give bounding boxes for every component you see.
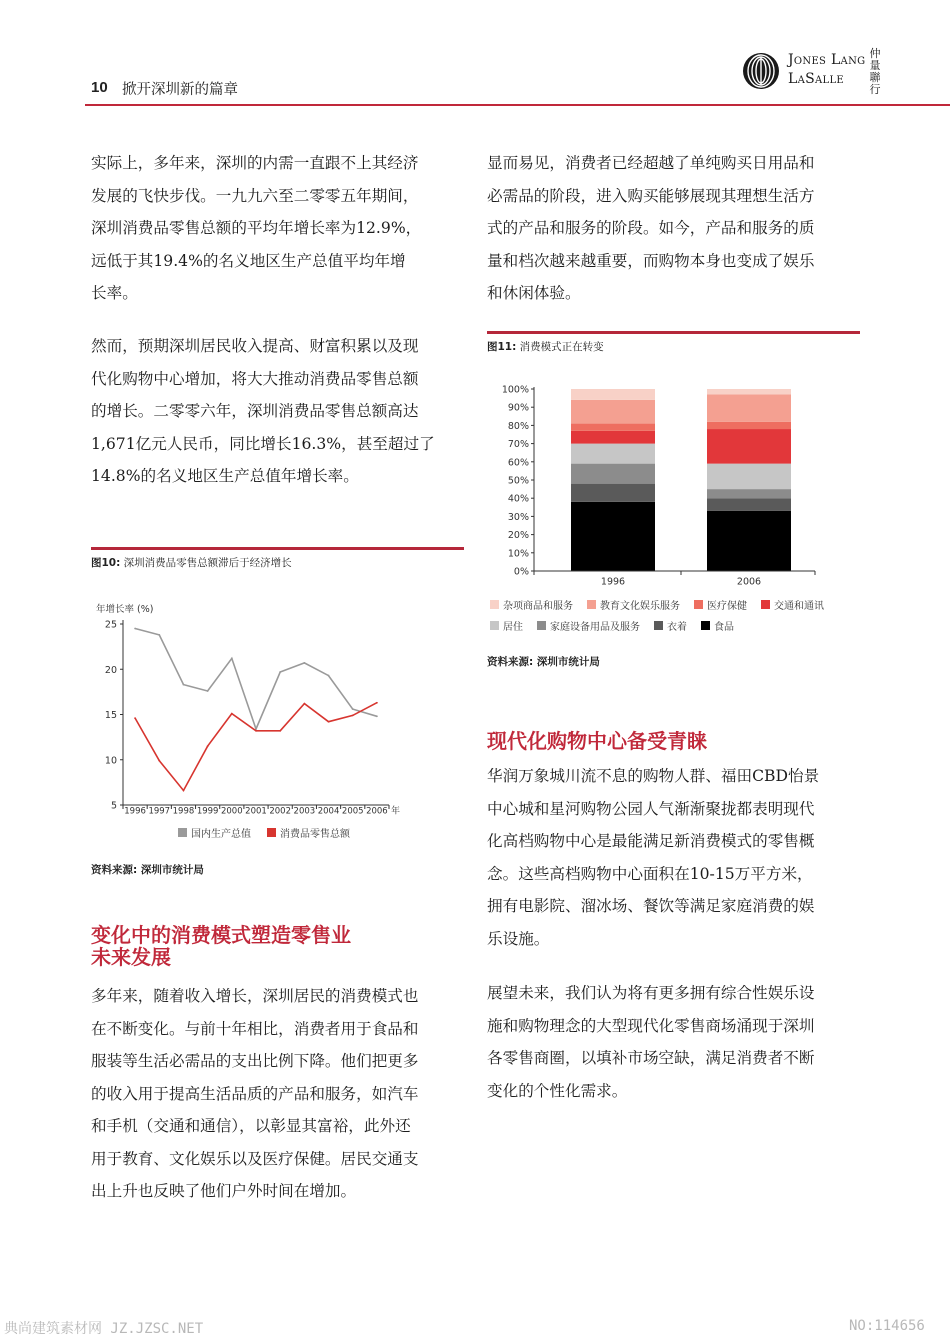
data-point (158, 760, 160, 762)
right-paragraph-3 (487, 977, 867, 1107)
text-line: 量和档次越来越重要，而购物本身也变成了娱乐 (487, 251, 815, 270)
legend-label: 教育文化娱乐服务 (600, 601, 680, 612)
data-point (279, 671, 281, 673)
data-point (376, 702, 378, 704)
legend-swatch (267, 828, 276, 837)
bar-segment (571, 444, 655, 464)
x-tick-label: 2006 (736, 576, 762, 588)
x-tick-label: 1999 (196, 806, 219, 817)
x-tick-label: 2001 (245, 806, 267, 817)
text-line: 长率。 (91, 284, 138, 302)
bar-segment (707, 429, 791, 464)
text-line: 在不断变化。与前十年相比，消费者用于食品和 (91, 1019, 419, 1038)
legend-swatch (537, 621, 546, 630)
company-logo (742, 48, 882, 98)
legend-row (490, 618, 860, 633)
y-tick-label: 60% (507, 457, 529, 469)
text-line: 1,671亿元人民币，同比增长16.3%，甚至超过了 (91, 434, 435, 453)
data-point (207, 745, 209, 747)
bar-segment (707, 489, 791, 498)
heading-line: 未来发展 (91, 945, 171, 969)
data-point (328, 721, 330, 723)
bar-segment (707, 394, 791, 421)
y-axis-label: 年增长率 (%) (96, 604, 154, 615)
text-line: 然而，预期深圳居民收入提高、财富积累以及现 (91, 337, 419, 355)
legend-swatch (587, 600, 596, 609)
bar-segment (707, 498, 791, 511)
legend-item (694, 597, 747, 612)
left-paragraph-3 (91, 980, 471, 1208)
legend-label: 衣着 (667, 622, 687, 633)
y-tick-label: 20 (104, 664, 117, 676)
bar-segment (571, 424, 655, 431)
y-tick-label: 40% (507, 493, 529, 505)
text-line: 服装等生活必需品的支出比例下降。他们把更多 (91, 1052, 419, 1070)
data-point (279, 730, 281, 732)
text-line: 出上升也反映了他们户外时间在增加。 (91, 1182, 357, 1200)
legend-item (178, 825, 251, 840)
text-line: 式的产品和服务的阶段。如今，产品和服务的质 (487, 219, 815, 237)
legend-label: 医疗保健 (707, 601, 747, 612)
data-point (352, 715, 354, 717)
figure-10-caption (91, 555, 292, 570)
data-point (303, 662, 305, 664)
figure-11-source: 资料来源: 深圳市统计局 (487, 656, 600, 668)
text-line: 乐设施。 (487, 929, 550, 948)
data-point (231, 657, 233, 659)
legend-item (537, 618, 640, 633)
legend-label: 食品 (714, 622, 734, 633)
watermark-right: NO:114656 (849, 1318, 925, 1334)
text-line: 14.8%的名义地区生产总值年增长率。 (91, 467, 359, 485)
y-tick-label: 70% (507, 439, 529, 451)
legend-item (490, 618, 523, 633)
logo-char: 聯 (869, 71, 881, 84)
y-tick-label: 100% (501, 384, 529, 396)
figure-label: 图11: (487, 341, 517, 353)
logo-wordmark-line1: Jones Lang (788, 52, 866, 68)
page-number: 10 (91, 79, 108, 96)
left-paragraph-1 (91, 147, 471, 310)
figure-11-rule (487, 331, 860, 334)
heading-line: 现代化购物中心备受青睐 (487, 729, 707, 753)
legend-swatch (761, 600, 770, 609)
text-line: 各零售商圈，以填补市场空缺，满足消费者不断 (487, 1049, 815, 1067)
text-line: 显而易见，消费者已经超越了单纯购买日用品和 (487, 154, 815, 172)
x-tick-label: 1997 (148, 806, 171, 817)
text-line: 展望未来，我们认为将有更多拥有综合性娱乐设 (487, 984, 815, 1002)
legend-item (701, 618, 734, 633)
bar-segment (571, 464, 655, 484)
bar-segment (707, 422, 791, 429)
text-line: 发展的飞快步伐。一九九六至二零零五年期间， (91, 186, 419, 205)
data-point (255, 730, 257, 732)
legend-label: 家庭设备用品及服务 (550, 622, 640, 633)
text-line: 拥有电影院、溜冰场、餐饮等满足家庭消费的娱 (487, 897, 815, 915)
x-tick-label: 2002 (269, 806, 292, 817)
legend-swatch (654, 621, 663, 630)
text-line: 必需品的阶段，进入购买能够展现其理想生活方 (487, 186, 815, 205)
y-tick-label: 50% (507, 475, 529, 487)
data-point (303, 703, 305, 705)
y-tick-label: 15 (104, 710, 117, 721)
header-title: 掀开深圳新的篇章 (122, 82, 238, 98)
legend-swatch (694, 600, 703, 609)
bar-segment (571, 389, 655, 400)
y-tick-label: 10% (507, 548, 529, 560)
series-line (135, 629, 377, 730)
data-point (158, 634, 160, 636)
bar-segment (571, 431, 655, 444)
heading-line: 变化中的消费模式塑造零售业 (91, 923, 351, 947)
bar-segment (571, 502, 655, 571)
x-tick-label: 2003 (293, 806, 316, 817)
figure-11-caption (487, 339, 604, 354)
figure-title: 深圳消费品零售总额滞后于经济增长 (123, 557, 292, 569)
legend-swatch (490, 600, 499, 609)
legend-item (267, 825, 350, 840)
text-line: 化高档购物中心是最能满足新消费模式的零售概 (487, 832, 815, 850)
y-tick-label: 25 (104, 619, 117, 631)
bar-segment (707, 511, 791, 571)
text-line: 华润万象城川流不息的购物人群、福田CBD怡景 (487, 767, 820, 785)
text-line: 念。这些高档购物中心面积在10-15万平方米， (487, 864, 813, 883)
x-tick-label: 2005 (341, 806, 364, 817)
figure-10-rule (91, 547, 464, 550)
y-tick-label: 30% (507, 511, 529, 523)
bar-segment (707, 464, 791, 489)
header-rule (85, 104, 950, 106)
legend-item (587, 597, 680, 612)
text-line: 实际上，多年来，深圳的内需一直跟不上其经济 (91, 154, 419, 172)
y-tick-label: 80% (507, 420, 529, 432)
y-tick-label: 10 (104, 755, 117, 767)
right-paragraph-1 (487, 147, 867, 310)
legend-label: 居住 (503, 622, 523, 633)
text-line: 和休闲体验。 (487, 284, 581, 302)
bar-segment (571, 400, 655, 424)
section-heading-shopping-centres (487, 730, 707, 752)
legend-label: 消费品零售总额 (280, 829, 350, 840)
text-line: 和手机（交通和通信），以彰显其富裕，此外还 (91, 1117, 411, 1135)
x-tick-label: 1996 (124, 806, 146, 817)
watermark-left: 典尚建筑素材网 JZ.JZSC.NET (4, 1321, 204, 1337)
text-line: 中心城和星河购物公园人气渐渐聚拢都表明现代 (487, 799, 815, 818)
data-point (207, 690, 209, 692)
x-tick-label: 2000 (220, 806, 243, 817)
text-line: 深圳消费品零售总额的平均年增长率为12.9%， (91, 219, 422, 237)
data-point (328, 675, 330, 677)
figure-11-legend (490, 597, 860, 633)
legend-item (490, 597, 573, 612)
data-point (183, 684, 185, 686)
y-tick-label: 5 (110, 800, 117, 812)
text-line: 远低于其19.4%的名义地区生产总值平均年增 (91, 251, 406, 270)
bar-segment (571, 484, 655, 502)
text-line: 多年来，随着收入增长，深圳居民的消费模式也 (91, 987, 419, 1005)
y-tick-label: 0% (513, 566, 529, 578)
data-point (231, 713, 233, 715)
bar-segment (707, 389, 791, 394)
x-axis-unit: 年 (391, 806, 401, 817)
data-point (376, 715, 378, 717)
data-point (352, 708, 354, 710)
logo-wordmark-line2: LaSalle (788, 71, 845, 87)
figure-10-legend (178, 825, 350, 840)
left-paragraph-2 (91, 330, 471, 493)
legend-swatch (490, 621, 499, 630)
text-line: 的增长。二零零六年，深圳消费品零售总额高达 (91, 402, 419, 420)
logo-char: 行 (869, 83, 881, 96)
legend-item (761, 597, 824, 612)
stacked-bar-chart-consumption (487, 378, 827, 590)
text-line: 代化购物中心增加，将大大推动消费品零售总额 (91, 369, 419, 388)
legend-label: 国内生产总值 (191, 829, 251, 840)
legend-label: 杂项商品和服务 (503, 601, 573, 612)
text-line: 的收入用于提高生活品质的产品和服务，如汽车 (91, 1084, 419, 1103)
section-heading-consumption (91, 924, 351, 968)
legend-item (654, 618, 687, 633)
text-line: 变化的个性化需求。 (487, 1081, 628, 1100)
x-tick-label: 2006 (366, 806, 388, 817)
text-line: 施和购物理念的大型现代化零售商场涌现于深圳 (487, 1016, 815, 1035)
legend-swatch (701, 621, 710, 630)
logo-char: 仲 (869, 47, 881, 60)
y-tick-label: 20% (507, 530, 529, 542)
figure-title: 消费模式正在转变 (519, 341, 604, 353)
legend-label: 交通和通讯 (774, 601, 824, 612)
legend-swatch (178, 828, 187, 837)
series-line (135, 703, 377, 791)
header (0, 0, 950, 110)
y-tick-label: 90% (507, 402, 529, 414)
figure-10-source: 资料来源: 深圳市统计局 (91, 864, 204, 876)
x-tick-label: 1998 (172, 806, 195, 817)
figure-label: 图10: (91, 557, 121, 569)
legend-row (490, 597, 860, 612)
x-tick-label: 2004 (317, 806, 340, 817)
data-point (134, 717, 136, 719)
logo-chinese-name (868, 48, 882, 96)
data-point (134, 628, 136, 630)
right-paragraph-2 (487, 760, 867, 955)
logo-char: 量 (869, 59, 881, 72)
line-chart-growth (91, 595, 431, 817)
logo-emblem-icon (742, 52, 780, 90)
data-point (183, 790, 185, 792)
x-tick-label: 1996 (600, 576, 626, 588)
text-line: 用于教育、文化娱乐以及医疗保健。居民交通支 (91, 1149, 419, 1168)
